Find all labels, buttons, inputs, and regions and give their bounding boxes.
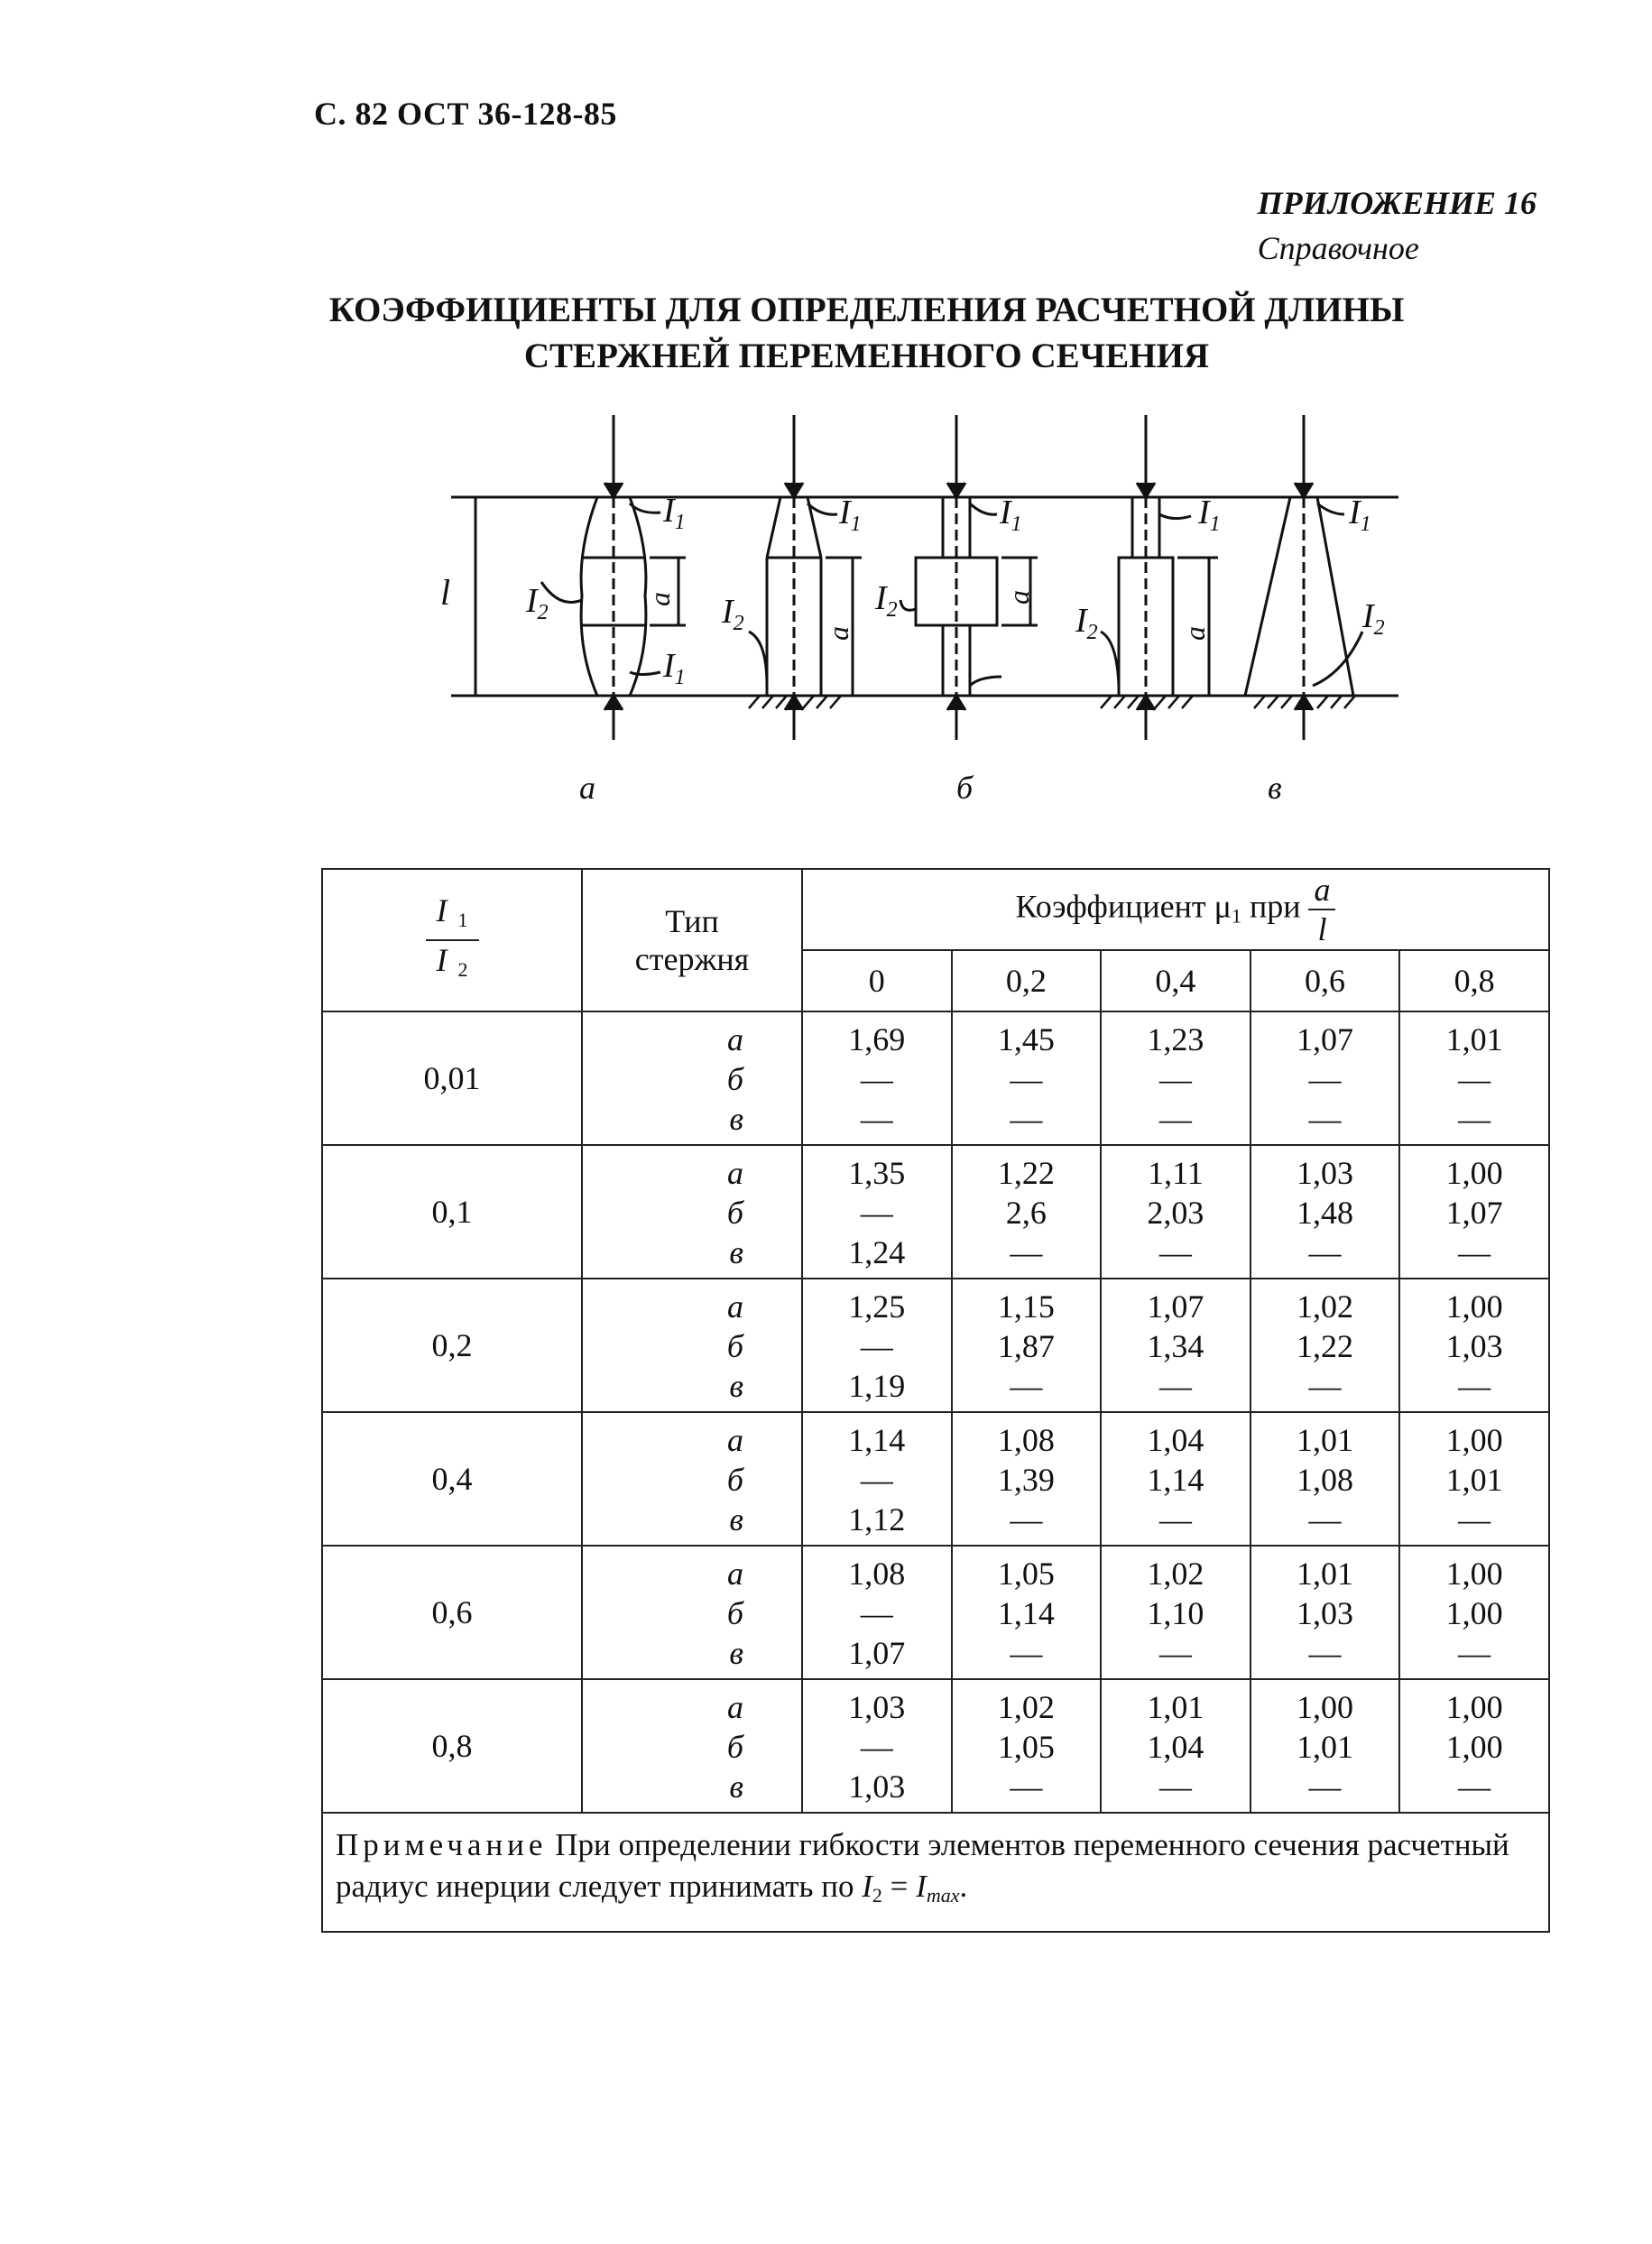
svg-text:a: a [643, 592, 676, 606]
column-header: 0,2 [952, 950, 1102, 1011]
coefficient-value: 1,05 [997, 1556, 1055, 1592]
coefficient-table [321, 868, 1550, 1933]
coefficient-value: 1,00 [1445, 1422, 1503, 1458]
value-cell [1101, 1412, 1251, 1546]
title-line-1: КОЭФФИЦИЕНТЫ ДЛЯ ОПРЕДЕЛЕНИЯ РАСЧЕТНОЙ ДЛИНЫ [328, 291, 1405, 329]
coefficient-value: — [860, 1061, 893, 1097]
coefficient-value: — [1010, 1501, 1043, 1538]
coefficient-value: — [1010, 1234, 1043, 1270]
coefficient-value: — [1010, 1768, 1043, 1805]
value-cell [1399, 1546, 1549, 1679]
value-cell [802, 1412, 952, 1546]
coefficient-value: 1,02 [997, 1689, 1055, 1725]
value-cell [1251, 1412, 1400, 1546]
note-label: Примечание [336, 1827, 548, 1862]
value-cell [1251, 1279, 1400, 1412]
ratio-cell: 0,2 [322, 1279, 582, 1412]
column-header: 0,8 [1399, 950, 1549, 1011]
coefficient-value: 1,00 [1445, 1729, 1503, 1765]
coefficient-value: — [1158, 1234, 1192, 1270]
coefficient-value: — [1308, 1368, 1342, 1404]
note-formula-lhs-sub: 2 [872, 1884, 882, 1907]
ratio-header: $\frac{I _1}{I _2}$ [322, 869, 582, 1011]
type-label: а [727, 1689, 743, 1725]
coefficient-value: 1,00 [1445, 1288, 1503, 1325]
coefficient-value: — [1308, 1101, 1342, 1137]
value-cell [1251, 1011, 1400, 1145]
ratio-cell: 0,4 [322, 1412, 582, 1546]
coefficient-value: — [1308, 1061, 1342, 1097]
coefficient-value: 1,15 [997, 1288, 1055, 1325]
coefficient-value: — [860, 1101, 893, 1137]
coefficient-value: 1,08 [1296, 1462, 1353, 1498]
coefficient-value: 1,24 [848, 1234, 906, 1270]
column-header: 0,4 [1101, 950, 1251, 1011]
appendix-number: ПРИЛОЖЕНИЕ 16 [1257, 185, 1537, 221]
coefficient-value: 1,07 [848, 1635, 906, 1671]
value-cell [952, 1546, 1102, 1679]
coefficient-value: — [1458, 1234, 1491, 1270]
title-line-2: СТЕРЖНЕЙ ПЕРЕМЕННОГО СЕЧЕНИЯ [523, 337, 1210, 375]
coefficient-value: 1,22 [1296, 1328, 1353, 1364]
coefficient-value: 2,6 [1005, 1195, 1047, 1231]
svg-text:I1: $I_1$ [663, 647, 686, 689]
coefficient-value: — [1308, 1501, 1342, 1538]
coefficient-value: — [1158, 1635, 1192, 1671]
rod-b-fixed [1075, 415, 1221, 740]
coefficient-value: 1,11 [1148, 1155, 1204, 1191]
type-label: в [729, 1234, 743, 1270]
coefficient-value: — [1458, 1635, 1491, 1671]
note-formula-end: . [959, 1869, 968, 1904]
value-cell [1399, 1679, 1549, 1813]
coefficient-value: — [1458, 1061, 1491, 1097]
coefficient-value: 1,03 [848, 1768, 906, 1805]
svg-text:I2: $I_2$ [875, 579, 898, 622]
caption-b: б [956, 770, 974, 806]
coefficient-value: — [860, 1462, 893, 1498]
rod-diagram [424, 415, 1417, 740]
value-cell [1399, 1011, 1549, 1145]
coefficient-value: — [1158, 1101, 1192, 1137]
table-row [322, 1546, 1549, 1679]
coefficient-value: 1,39 [997, 1462, 1055, 1498]
coefficient-value: 1,22 [997, 1155, 1055, 1191]
coefficient-value: 1,19 [848, 1368, 906, 1404]
type-label: в [729, 1768, 743, 1805]
type-label: а [727, 1155, 743, 1191]
coefficient-value: 2,03 [1147, 1195, 1204, 1231]
coefficient-value: — [1010, 1061, 1043, 1097]
svg-text:a: a [1002, 590, 1035, 605]
coefficient-value: 1,14 [1147, 1462, 1204, 1498]
value-cell [1101, 1279, 1251, 1412]
svg-text:I1: $I_1$ [1349, 494, 1371, 536]
coefficient-value: 1,07 [1445, 1195, 1503, 1231]
coefficient-value: 1,01 [1147, 1689, 1204, 1725]
column-header: 0 [802, 950, 952, 1011]
coefficient-value: 1,00 [1445, 1595, 1503, 1631]
coefficient-value: 1,08 [997, 1422, 1055, 1458]
type-label: в [729, 1101, 743, 1137]
coefficient-header: Коэффициент $\mu_1$ при $\frac{a}{l}$ [802, 869, 1549, 950]
coefficient-value: — [1308, 1768, 1342, 1805]
coefficient-value: 1,08 [848, 1556, 906, 1592]
svg-text:I1: $I_1$ [663, 492, 686, 534]
coefficient-value: 1,87 [997, 1328, 1055, 1364]
value-cell [1399, 1412, 1549, 1546]
coefficient-value: — [1158, 1768, 1192, 1805]
value-cell [952, 1412, 1102, 1546]
table-row [322, 1145, 1549, 1279]
coefficient-value: — [1010, 1101, 1043, 1137]
coefficient-value: 1,01 [1445, 1021, 1503, 1057]
column-header: 0,6 [1251, 950, 1400, 1011]
rod-a-fixed [721, 415, 862, 740]
type-label: б [726, 1595, 743, 1631]
coefficient-value: — [1308, 1635, 1342, 1671]
type-cell [582, 1145, 802, 1279]
type-cell [582, 1546, 802, 1679]
coefficient-value: — [1010, 1368, 1043, 1404]
coefficient-value: — [860, 1729, 893, 1765]
type-label: б [726, 1195, 743, 1231]
coefficient-value: 1,02 [1296, 1288, 1353, 1325]
table-row [322, 1279, 1549, 1412]
coefficient-value: 1,00 [1445, 1689, 1503, 1725]
svg-text:I2: $I_2$ [526, 582, 549, 624]
value-cell [1251, 1546, 1400, 1679]
note-text: При определении гибкости элементов переменного сечения расчетный радиус инерции следует принимать по [336, 1827, 1509, 1904]
coefficient-value: 1,03 [1296, 1155, 1353, 1191]
coefficient-value: 1,07 [1296, 1021, 1353, 1057]
coefficient-value: — [1308, 1234, 1342, 1270]
rod-b [874, 415, 1038, 740]
value-cell [1101, 1546, 1251, 1679]
svg-text:I2: $I_2$ [1075, 602, 1098, 644]
ratio-cell: 0,01 [322, 1011, 582, 1145]
coefficient-value: 1,03 [1296, 1595, 1353, 1631]
type-label: б [726, 1462, 743, 1498]
coefficient-value: 1,25 [848, 1288, 906, 1325]
value-cell [952, 1279, 1102, 1412]
type-label: б [726, 1328, 743, 1364]
table-row [322, 1011, 1549, 1145]
coefficient-value: 1,00 [1296, 1689, 1353, 1725]
coefficient-value: 1,14 [848, 1422, 906, 1458]
value-cell [952, 1145, 1102, 1279]
coefficient-value: 1,10 [1147, 1595, 1204, 1631]
svg-text:I2: $I_2$ [1362, 597, 1385, 640]
type-label: б [726, 1729, 743, 1765]
svg-text:a: a [822, 626, 854, 641]
caption-v: в [1268, 770, 1282, 806]
coefficient-value: — [1458, 1768, 1491, 1805]
document-title [0, 287, 1652, 379]
coefficient-value: 1,00 [1445, 1155, 1503, 1191]
type-label: в [729, 1635, 743, 1671]
value-cell [802, 1145, 952, 1279]
note-formula-rhs-sub: max [926, 1884, 960, 1907]
coefficient-value: 1,23 [1147, 1021, 1204, 1057]
coefficient-value: 1,01 [1296, 1556, 1353, 1592]
coefficient-value: 1,07 [1147, 1288, 1204, 1325]
value-cell [1399, 1145, 1549, 1279]
coefficient-value: — [1158, 1061, 1192, 1097]
note-row [322, 1813, 1549, 1932]
coefficient-value: 1,01 [1296, 1422, 1353, 1458]
coefficient-value: 1,35 [848, 1155, 906, 1191]
length-label: l [440, 572, 451, 613]
coefficient-value: 1,00 [1445, 1556, 1503, 1592]
coefficient-value: 1,34 [1147, 1328, 1204, 1364]
note-formula-lhs: I [862, 1869, 872, 1904]
type-label: а [727, 1021, 743, 1057]
coefficient-value: — [1158, 1368, 1192, 1404]
appendix-type: Справочное [1257, 230, 1419, 266]
type-header: Тип стержня [582, 869, 802, 1011]
svg-text:I1: $I_1$ [839, 494, 862, 536]
coefficient-value: 1,02 [1147, 1556, 1204, 1592]
rod-v [1245, 415, 1385, 740]
type-label: в [729, 1501, 743, 1538]
value-cell [802, 1279, 952, 1412]
svg-text:a: a [1178, 626, 1211, 641]
coefficient-value: 1,01 [1296, 1729, 1353, 1765]
coefficient-value: 1,01 [1445, 1462, 1503, 1498]
type-label: а [727, 1556, 743, 1592]
value-cell [1251, 1145, 1400, 1279]
type-label: б [726, 1061, 743, 1097]
coefficient-value: — [1010, 1635, 1043, 1671]
table-row [322, 1412, 1549, 1546]
value-cell [1399, 1279, 1549, 1412]
coefficient-value: — [1158, 1501, 1192, 1538]
value-cell [1101, 1145, 1251, 1279]
type-cell [582, 1412, 802, 1546]
value-cell [1101, 1679, 1251, 1813]
type-label: а [727, 1288, 743, 1325]
page-header: С. 82 ОСТ 36-128-85 [314, 96, 617, 132]
svg-text:I2: $I_2$ [722, 593, 744, 635]
ratio-cell: 0,6 [322, 1546, 582, 1679]
coefficient-value: 1,03 [1445, 1328, 1503, 1364]
coefficient-value: 1,69 [848, 1021, 906, 1057]
table-note [322, 1813, 1549, 1932]
ratio-cell: 0,8 [322, 1679, 582, 1813]
value-cell [1251, 1679, 1400, 1813]
type-label: в [729, 1368, 743, 1404]
value-cell [952, 1011, 1102, 1145]
coefficient-value: — [860, 1595, 893, 1631]
caption-a: а [579, 770, 595, 806]
type-cell [582, 1279, 802, 1412]
svg-text:I1: $I_1$ [1198, 494, 1221, 536]
coefficient-value: — [860, 1328, 893, 1364]
coefficient-value: — [1458, 1368, 1491, 1404]
ratio-cell: 0,1 [322, 1145, 582, 1279]
svg-text:I1: $I_1$ [1000, 494, 1022, 536]
value-cell [1101, 1011, 1251, 1145]
coefficient-value: — [860, 1195, 893, 1231]
coefficient-value: — [1458, 1501, 1491, 1538]
coefficient-value: 1,14 [997, 1595, 1055, 1631]
value-cell [802, 1546, 952, 1679]
appendix-block [1258, 180, 1537, 271]
note-formula-eq: = [890, 1869, 909, 1904]
value-cell [802, 1679, 952, 1813]
rod-a [525, 415, 686, 740]
coefficient-value: — [1458, 1101, 1491, 1137]
coefficient-value: 1,04 [1147, 1729, 1204, 1765]
type-cell [582, 1011, 802, 1145]
coefficient-value: 1,04 [1147, 1422, 1204, 1458]
coefficient-value: 1,48 [1296, 1195, 1353, 1231]
value-cell [952, 1679, 1102, 1813]
value-cell [802, 1011, 952, 1145]
coefficient-value: 1,45 [997, 1021, 1055, 1057]
table-row [322, 1679, 1549, 1813]
type-cell [582, 1679, 802, 1813]
coefficient-value: 1,05 [997, 1729, 1055, 1765]
coefficient-value: 1,12 [848, 1501, 906, 1538]
note-formula-rhs: I [916, 1869, 927, 1904]
coefficient-value: 1,03 [848, 1689, 906, 1725]
type-label: а [727, 1422, 743, 1458]
